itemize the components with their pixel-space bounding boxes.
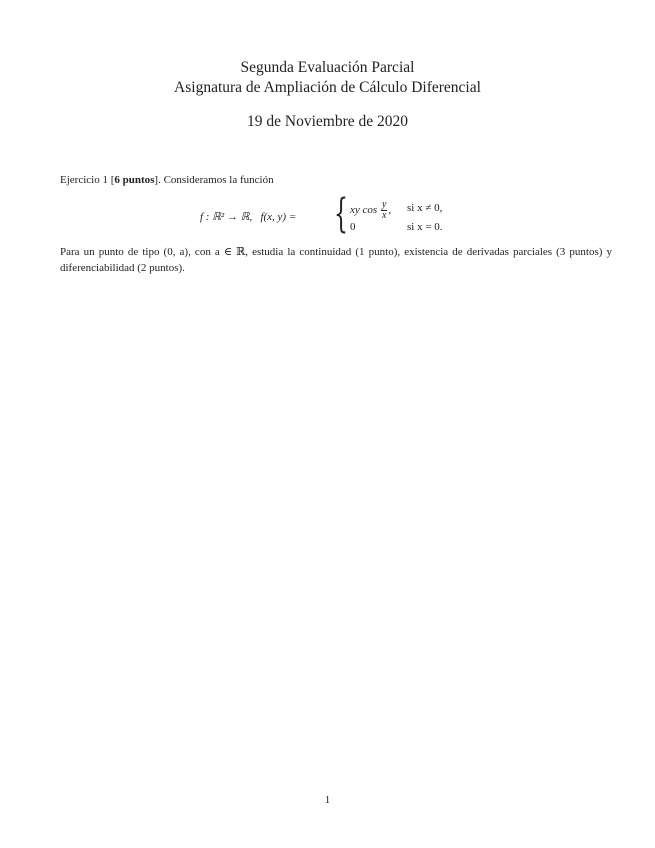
fraction-y-over-x: $\frac{y}{x}$: [381, 199, 387, 221]
exercise-statement: Para un punto de tipo (0, a), con a ∈ ℝ, estudia la continuidad (1 punto), existencia de derivadas parciales (3 puntos) y diferenciabilidad (2 puntos).: [60, 246, 612, 274]
course-title: Asignatura de Ampliación de Cálculo Diferencial: [174, 79, 481, 96]
function-map: f : ℝ² → ℝ,: [200, 211, 253, 223]
exercise-points: 6 puntos: [114, 174, 155, 186]
function-definition: [60, 191, 612, 238]
case-1-expression: xy cos $\frac{y}{x}$ ,: [350, 199, 392, 221]
exercise-1: [60, 172, 612, 276]
case-2-expression: 0: [350, 221, 356, 233]
page-number: 1: [324, 794, 331, 806]
case-1-condition: si x ≠ 0,: [407, 202, 443, 214]
exercise-label: Ejercicio 1 [: [60, 174, 115, 186]
document-header: [0, 58, 655, 132]
exam-title: Segunda Evaluación Parcial: [240, 59, 415, 76]
case-2-condition: si x = 0.: [407, 221, 443, 233]
function-signature: [200, 209, 296, 225]
exercise-intro: ]. Consideramos la función: [154, 174, 274, 186]
function-lhs: f(x, y) =: [260, 211, 297, 223]
left-brace-icon: {: [334, 191, 348, 237]
exercise-heading: [60, 172, 612, 188]
exam-date: 19 de Noviembre de 2020: [247, 113, 408, 130]
